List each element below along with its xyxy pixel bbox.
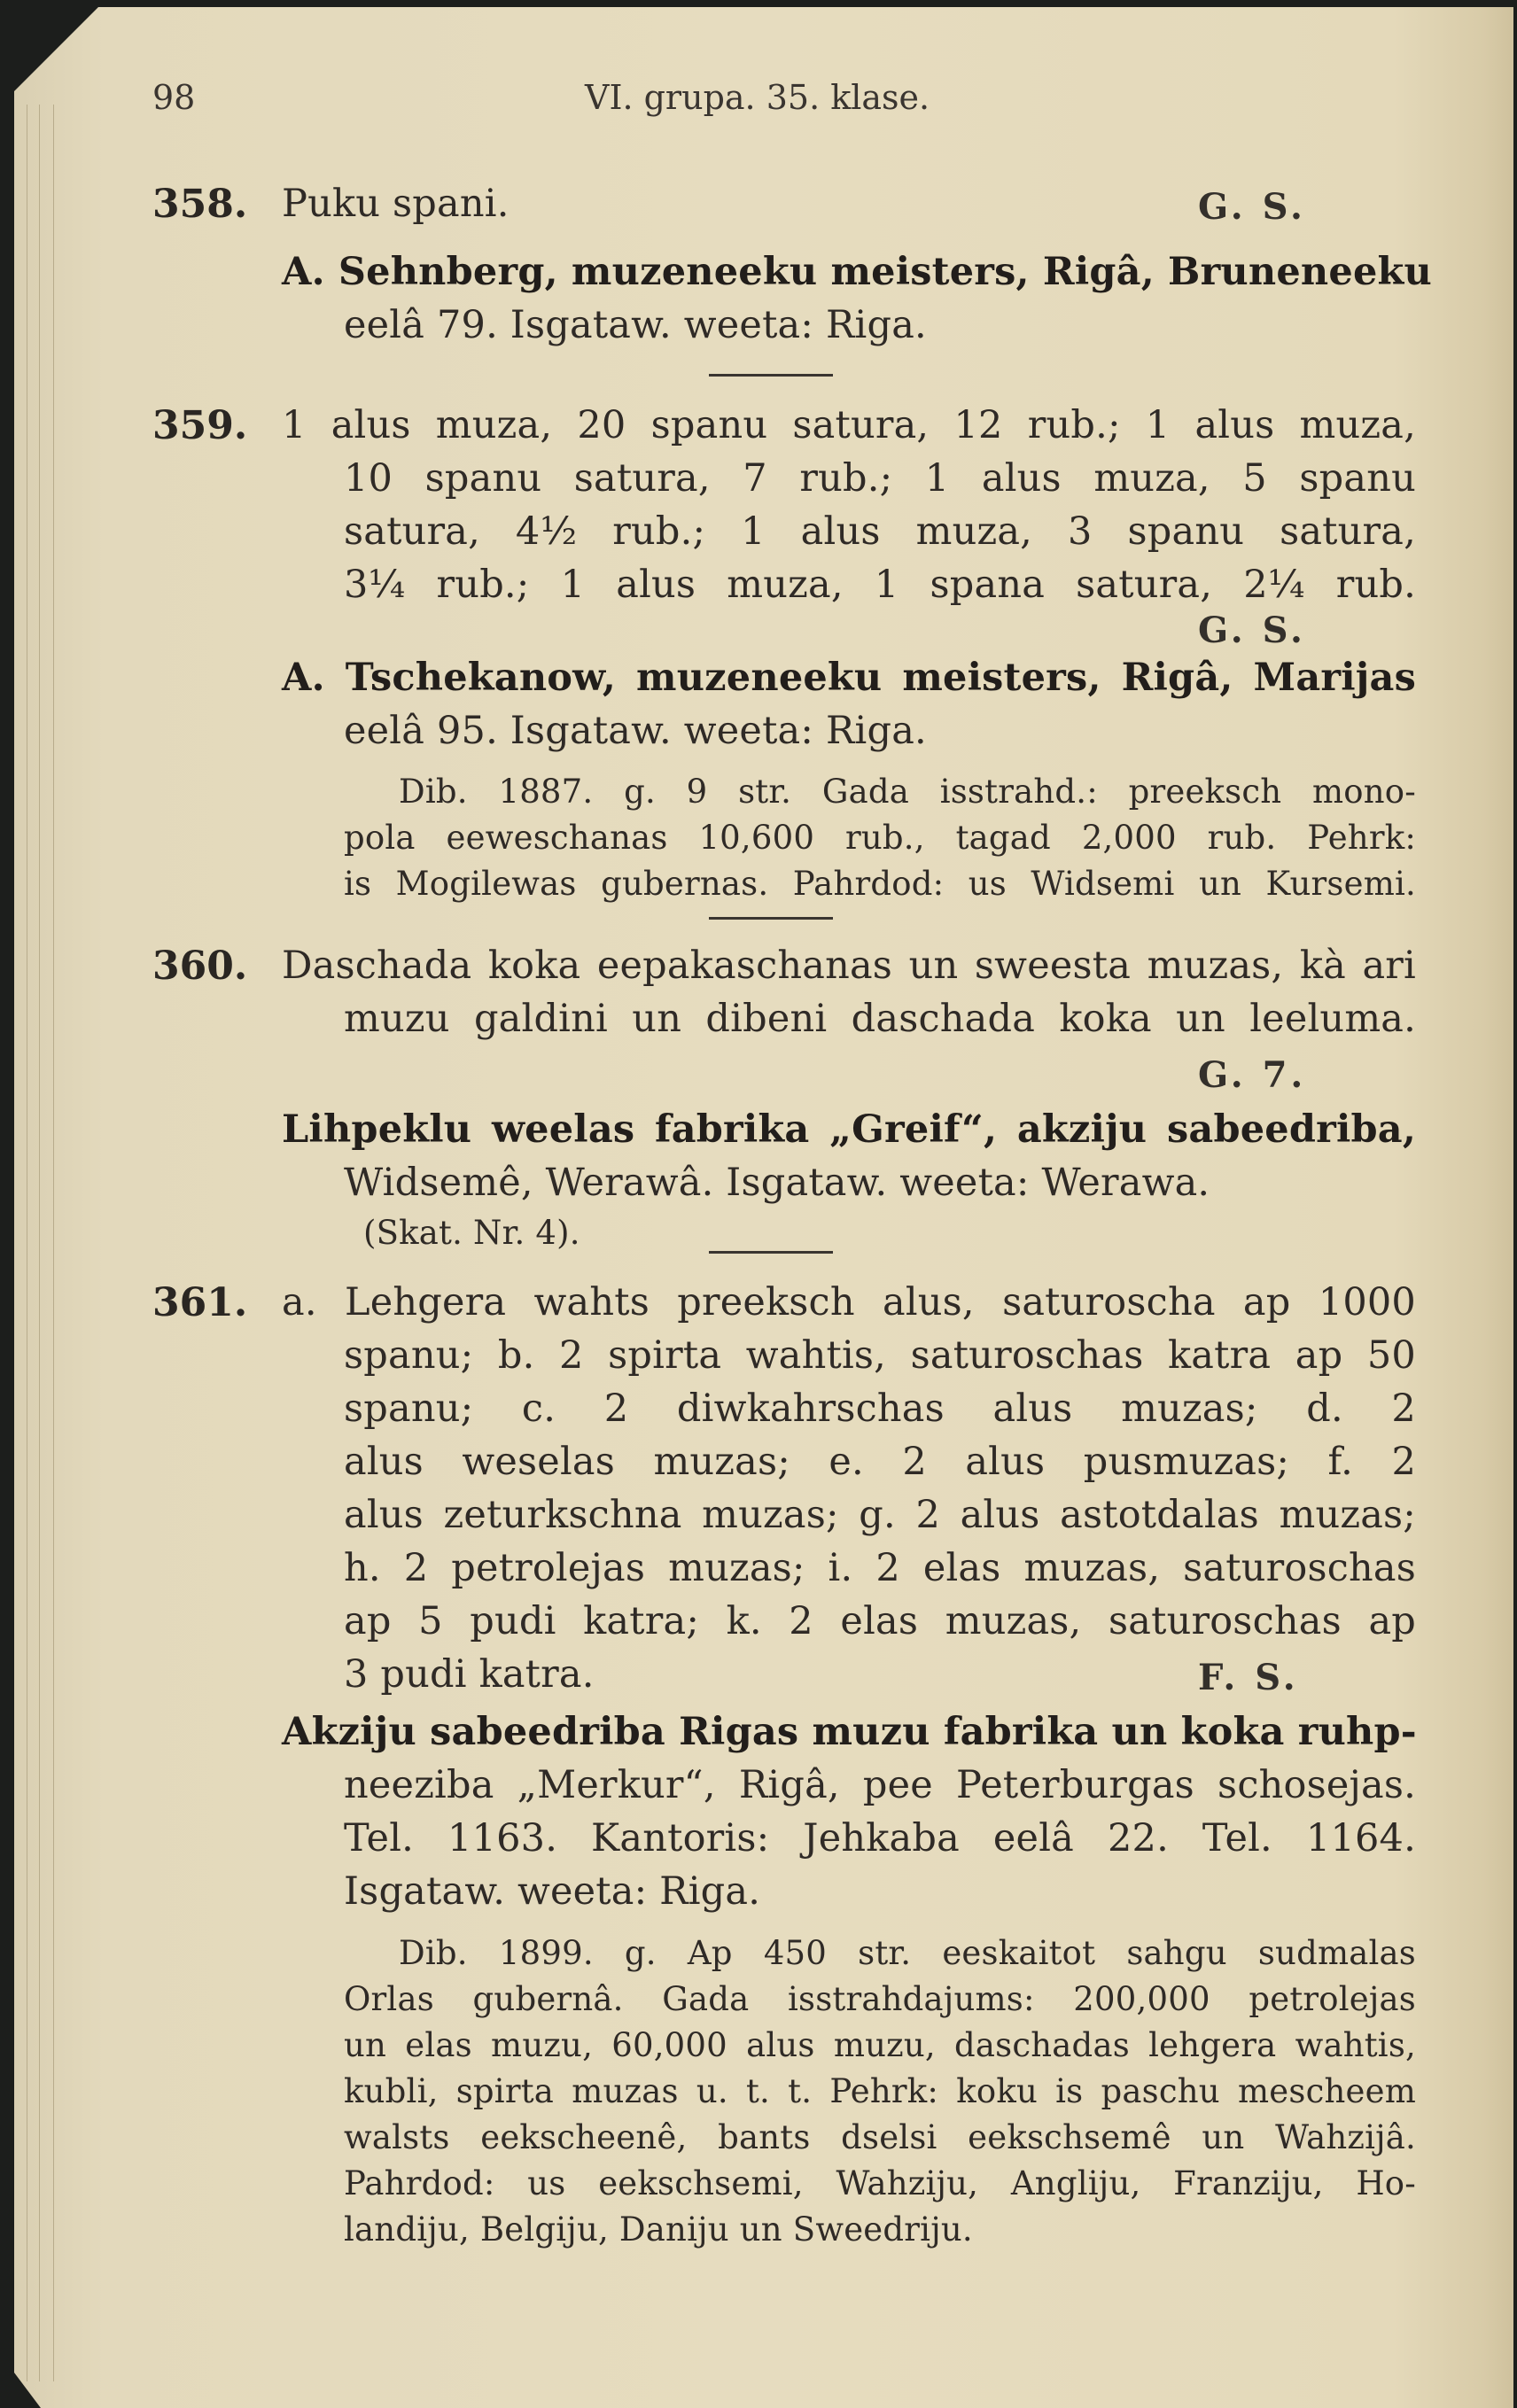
note-line: pola eeweschanas 10,600 rub., tagad 2,000 rub. Pehrk:	[344, 819, 1416, 857]
exhibitor-line: A. Sehnberg, muzeneeku meisters, Rigâ, Bruneneeku	[282, 250, 1432, 294]
section-divider	[709, 917, 833, 920]
item-description-line: a. Lehgera wahts preeksch alus, saturoscha ap 1000	[282, 1280, 1416, 1324]
note-line: Dib. 1887. g. 9 str. Gada isstrahd.: preeksch mono-	[399, 773, 1416, 811]
item-description-line: spanu; b. 2 spirta wahtis, saturoschas katra ap 50	[344, 1333, 1416, 1378]
note-line: Pahrdod: us eekschsemi, Wahziju, Angliju, Franziju, Ho-	[344, 2164, 1416, 2202]
item-description-line: satura, 4½ rub.; 1 alus muza, 3 spanu satura,	[344, 509, 1416, 554]
cross-reference: (Skat. Nr. 4).	[363, 1214, 580, 1252]
note-line: landiju, Belgiju, Daniju un Sweedriju.	[344, 2210, 973, 2249]
note-line: is Mogilewas gubernas. Pahrdod: us Widsemi un Kursemi.	[344, 865, 1416, 903]
entry-number: 358.	[152, 182, 248, 227]
item-description-line: alus weselas muzas; e. 2 alus pusmuzas; f. 2	[344, 1440, 1416, 1484]
section-divider	[709, 1251, 833, 1254]
exhibitor-line: eelâ 95. Isgataw. weeta: Riga.	[344, 709, 927, 753]
note-line: un elas muzu, 60,000 alus muzu, daschadas lehgera wahtis,	[344, 2026, 1416, 2064]
exhibitor-line: neeziba „Merkur“, Rigâ, pee Peterburgas schosejas.	[344, 1763, 1416, 1807]
note-line: Orlas gubernâ. Gada isstrahdajums: 200,000 petrolejas	[344, 1980, 1416, 2018]
entry-number: 360.	[152, 944, 248, 989]
exhibitor-line: eelâ 79. Isgataw. weeta: Riga.	[344, 303, 927, 347]
item-description-line: 1 alus muza, 20 spanu satura, 12 rub.; 1 alus muza,	[282, 403, 1416, 447]
entry-number: 361.	[152, 1280, 248, 1325]
entry-number: 359.	[152, 403, 248, 448]
award-mark: G. S.	[1198, 610, 1306, 651]
section-divider	[709, 374, 833, 377]
exhibitor-line: Widsemê, Werawâ. Isgataw. weeta: Werawa.	[344, 1161, 1210, 1205]
item-description-line: muzu galdini un dibeni daschada koka un leeluma.	[344, 997, 1416, 1041]
exhibitor-line: Isgataw. weeta: Riga.	[344, 1869, 761, 1914]
item-description-line: 3¼ rub.; 1 alus muza, 1 spana satura, 2¼ rub.	[344, 563, 1416, 607]
exhibitor-line: Tel. 1163. Kantoris: Jehkaba eelâ 22. Tel. 1164.	[344, 1816, 1416, 1860]
item-description-line: alus zeturkschna muzas; g. 2 alus astotdalas muzas;	[344, 1493, 1416, 1537]
page-number: 98	[152, 78, 196, 117]
item-description-line: spanu; c. 2 diwkahrschas alus muzas; d. 2	[344, 1387, 1416, 1431]
award-mark: G. S.	[1198, 186, 1306, 228]
exhibitor-line: Akziju sabeedriba Rigas muzu fabrika un koka ruhp-	[282, 1710, 1417, 1754]
note-line: walsts eekscheenê, bants dselsi eekschsemê un Wahzijâ.	[344, 2118, 1416, 2156]
note-line: kubli, spirta muzas u. t. t. Pehrk: koku is paschu mescheem	[344, 2072, 1416, 2110]
exhibitor-line: A. Tschekanow, muzeneeku meisters, Rigâ, Marijas	[282, 656, 1416, 700]
item-description-line: 10 spanu satura, 7 rub.; 1 alus muza, 5 spanu	[344, 456, 1416, 501]
item-description-line: h. 2 petrolejas muzas; i. 2 elas muzas, saturoschas	[344, 1546, 1416, 1590]
item-description-line: ap 5 pudi katra; k. 2 elas muzas, saturoschas ap	[344, 1599, 1416, 1643]
note-line: Dib. 1899. g. Ap 450 str. eeskaitot sahgu sudmalas	[399, 1934, 1416, 1972]
item-description-line: 3 pudi katra.	[344, 1652, 595, 1697]
award-mark: F. S.	[1198, 1657, 1299, 1698]
running-title: VI. grupa. 35. klase.	[585, 78, 930, 117]
item-description-line: Daschada koka eepakaschanas un sweesta muzas, kà ari	[282, 944, 1416, 988]
entry-title: Puku spani.	[282, 182, 510, 226]
exhibitor-line: Lihpeklu weelas fabrika „Greif“, akziju sabeedriba,	[282, 1107, 1416, 1152]
award-mark: G. 7.	[1198, 1054, 1307, 1096]
